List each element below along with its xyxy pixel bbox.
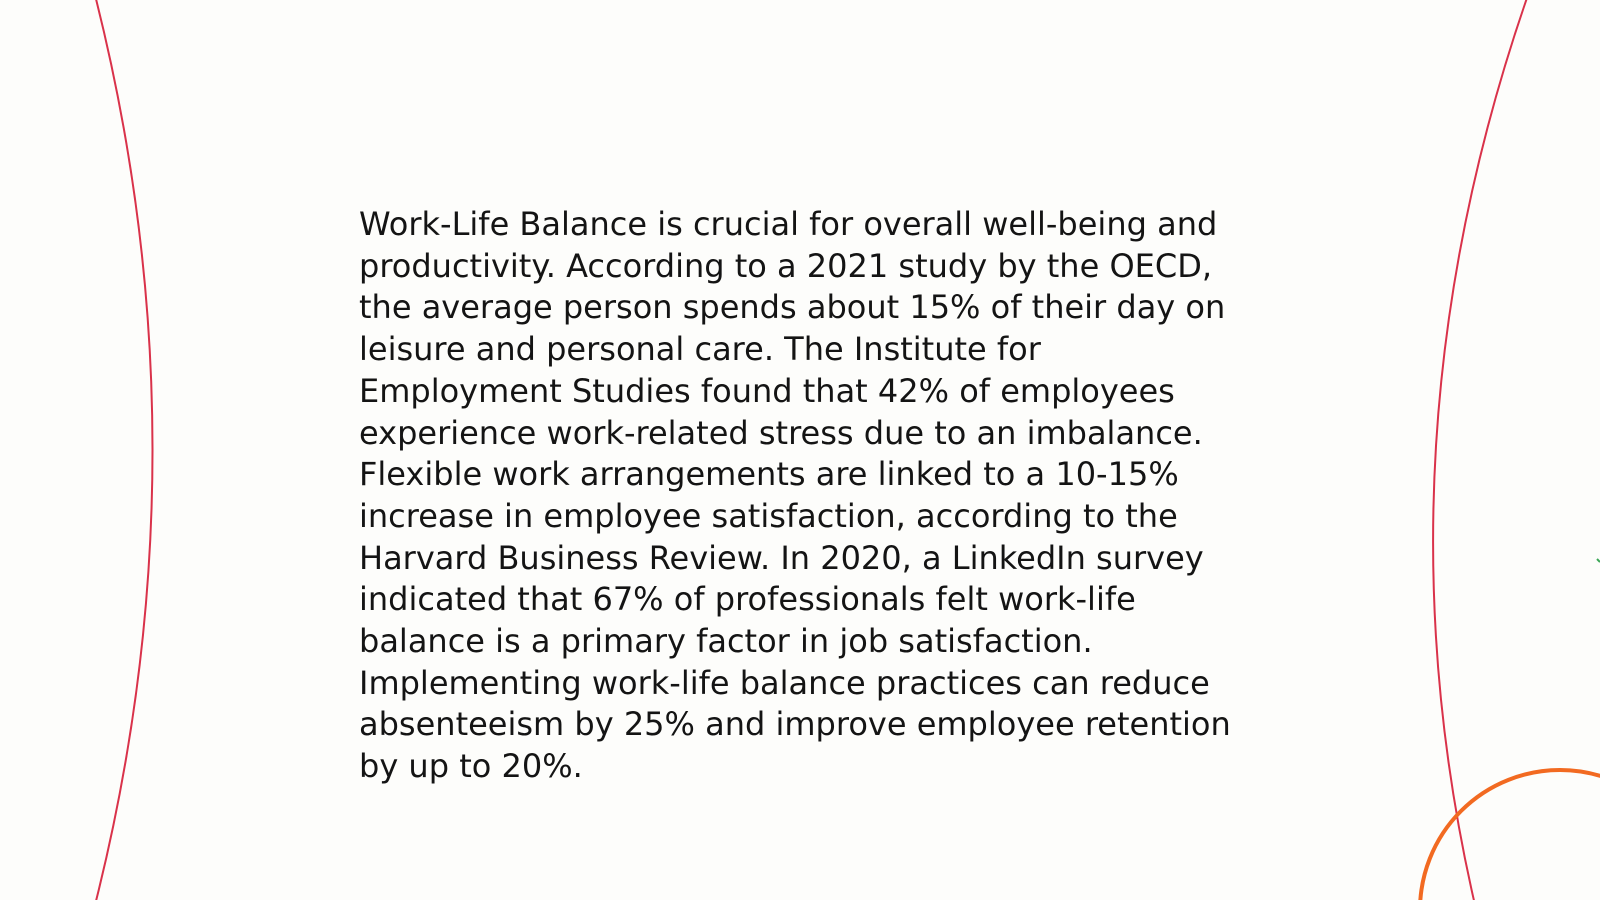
right-arc-line xyxy=(1433,0,1528,900)
left-arc-line xyxy=(95,0,153,900)
paragraph-line: experience work-related stress due to an imbalance. xyxy=(359,413,1203,452)
paragraph-line: productivity. According to a 2021 study by the OECD, xyxy=(359,246,1212,285)
paragraph-line: absenteeism by 25% and improve employee retention xyxy=(359,705,1231,744)
paragraph-line: Harvard Business Review. In 2020, a LinkedIn survey xyxy=(359,538,1204,577)
paragraph-line: Flexible work arrangements are linked to a 10-15% xyxy=(359,455,1179,494)
orange-circle-outline xyxy=(1420,770,1600,900)
paragraph-line: indicated that 67% of professionals felt work-life xyxy=(359,580,1136,619)
paragraph-line: by up to 20%. xyxy=(359,747,583,786)
paragraph-line: Implementing work-life balance practices can reduce xyxy=(359,663,1210,702)
paragraph-line: Work-Life Balance is crucial for overall well-being and xyxy=(359,205,1218,243)
paragraph-line: balance is a primary factor in job satisfaction. xyxy=(359,622,1093,661)
paragraph-line: increase in employee satisfaction, according to the xyxy=(359,496,1178,535)
body-paragraph xyxy=(359,204,1259,788)
paragraph-line: leisure and personal care. The Institute for xyxy=(359,330,1041,369)
paragraph-line: Employment Studies found that 42% of employees xyxy=(359,371,1175,410)
paragraph-line: the average person spends about 15% of their day on xyxy=(359,288,1226,327)
